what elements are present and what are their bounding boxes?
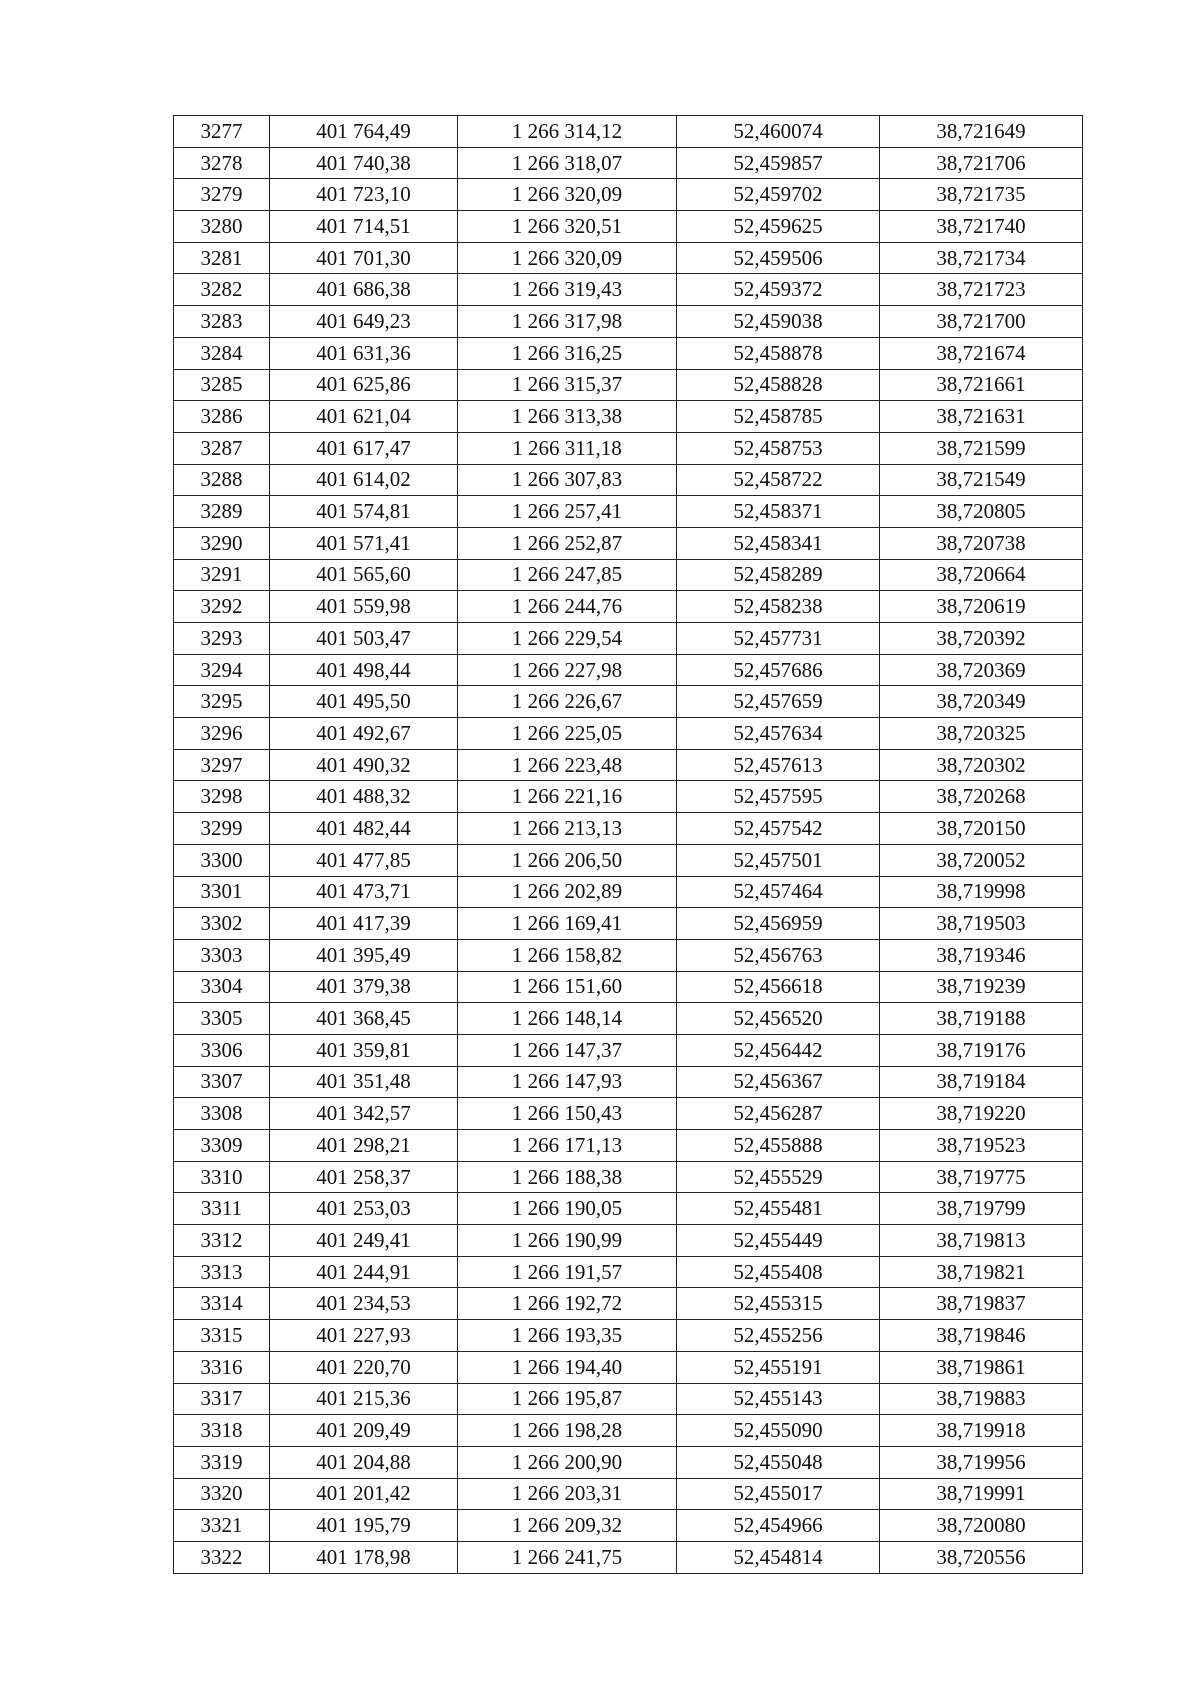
point-number-cell: 3318	[174, 1415, 270, 1447]
point-number-cell: 3314	[174, 1288, 270, 1320]
point-number-cell: 3277	[174, 116, 270, 148]
y-coordinate-cell: 1 266 221,16	[458, 781, 677, 813]
point-number-cell: 3306	[174, 1034, 270, 1066]
point-number-cell: 3299	[174, 813, 270, 845]
longitude-cell: 38,719184	[880, 1066, 1083, 1098]
y-coordinate-cell: 1 266 148,14	[458, 1003, 677, 1035]
table-row	[174, 496, 1083, 528]
longitude-cell: 38,721734	[880, 242, 1083, 274]
point-number-cell: 3320	[174, 1478, 270, 1510]
x-coordinate-cell: 401 714,51	[270, 211, 458, 243]
y-coordinate-cell: 1 266 244,76	[458, 591, 677, 623]
table-row	[174, 527, 1083, 559]
longitude-cell: 38,721723	[880, 274, 1083, 306]
longitude-cell: 38,719883	[880, 1383, 1083, 1415]
longitude-cell: 38,720619	[880, 591, 1083, 623]
y-coordinate-cell: 1 266 200,90	[458, 1446, 677, 1478]
x-coordinate-cell: 401 258,37	[270, 1161, 458, 1193]
y-coordinate-cell: 1 266 223,48	[458, 749, 677, 781]
table-row	[174, 1478, 1083, 1510]
latitude-cell: 52,458722	[677, 464, 880, 496]
longitude-cell: 38,719346	[880, 939, 1083, 971]
latitude-cell: 52,456959	[677, 908, 880, 940]
table-row	[174, 591, 1083, 623]
longitude-cell: 38,721700	[880, 306, 1083, 338]
y-coordinate-cell: 1 266 257,41	[458, 496, 677, 528]
longitude-cell: 38,719918	[880, 1415, 1083, 1447]
table-row	[174, 1003, 1083, 1035]
table-row	[174, 1415, 1083, 1447]
latitude-cell: 52,459372	[677, 274, 880, 306]
y-coordinate-cell: 1 266 311,18	[458, 432, 677, 464]
latitude-cell: 52,458238	[677, 591, 880, 623]
y-coordinate-cell: 1 266 206,50	[458, 844, 677, 876]
x-coordinate-cell: 401 417,39	[270, 908, 458, 940]
y-coordinate-cell: 1 266 313,38	[458, 401, 677, 433]
x-coordinate-cell: 401 215,36	[270, 1383, 458, 1415]
x-coordinate-cell: 401 368,45	[270, 1003, 458, 1035]
latitude-cell: 52,455315	[677, 1288, 880, 1320]
table-row	[174, 1130, 1083, 1162]
x-coordinate-cell: 401 571,41	[270, 527, 458, 559]
latitude-cell: 52,455191	[677, 1351, 880, 1383]
point-number-cell: 3302	[174, 908, 270, 940]
point-number-cell: 3283	[174, 306, 270, 338]
point-number-cell: 3281	[174, 242, 270, 274]
longitude-cell: 38,720805	[880, 496, 1083, 528]
table-row	[174, 623, 1083, 655]
point-number-cell: 3285	[174, 369, 270, 401]
longitude-cell: 38,720369	[880, 654, 1083, 686]
longitude-cell: 38,720268	[880, 781, 1083, 813]
table-row	[174, 401, 1083, 433]
latitude-cell: 52,456287	[677, 1098, 880, 1130]
point-number-cell: 3308	[174, 1098, 270, 1130]
x-coordinate-cell: 401 617,47	[270, 432, 458, 464]
point-number-cell: 3282	[174, 274, 270, 306]
longitude-cell: 38,719837	[880, 1288, 1083, 1320]
x-coordinate-cell: 401 351,48	[270, 1066, 458, 1098]
latitude-cell: 52,457731	[677, 623, 880, 655]
x-coordinate-cell: 401 686,38	[270, 274, 458, 306]
x-coordinate-cell: 401 503,47	[270, 623, 458, 655]
latitude-cell: 52,454814	[677, 1541, 880, 1573]
x-coordinate-cell: 401 625,86	[270, 369, 458, 401]
point-number-cell: 3279	[174, 179, 270, 211]
latitude-cell: 52,456618	[677, 971, 880, 1003]
latitude-cell: 52,459857	[677, 147, 880, 179]
latitude-cell: 52,459506	[677, 242, 880, 274]
x-coordinate-cell: 401 574,81	[270, 496, 458, 528]
table-row	[174, 844, 1083, 876]
longitude-cell: 38,721631	[880, 401, 1083, 433]
latitude-cell: 52,459038	[677, 306, 880, 338]
point-number-cell: 3292	[174, 591, 270, 623]
x-coordinate-cell: 401 701,30	[270, 242, 458, 274]
latitude-cell: 52,455888	[677, 1130, 880, 1162]
table-row	[174, 971, 1083, 1003]
point-number-cell: 3307	[174, 1066, 270, 1098]
table-row	[174, 116, 1083, 148]
table-row	[174, 559, 1083, 591]
point-number-cell: 3313	[174, 1256, 270, 1288]
latitude-cell: 52,455408	[677, 1256, 880, 1288]
latitude-cell: 52,458878	[677, 337, 880, 369]
latitude-cell: 52,458753	[677, 432, 880, 464]
point-number-cell: 3284	[174, 337, 270, 369]
x-coordinate-cell: 401 195,79	[270, 1510, 458, 1542]
point-number-cell: 3278	[174, 147, 270, 179]
y-coordinate-cell: 1 266 315,37	[458, 369, 677, 401]
point-number-cell: 3291	[174, 559, 270, 591]
y-coordinate-cell: 1 266 171,13	[458, 1130, 677, 1162]
table-row	[174, 1193, 1083, 1225]
longitude-cell: 38,719799	[880, 1193, 1083, 1225]
y-coordinate-cell: 1 266 188,38	[458, 1161, 677, 1193]
table-row	[174, 337, 1083, 369]
x-coordinate-cell: 401 621,04	[270, 401, 458, 433]
point-number-cell: 3297	[174, 749, 270, 781]
table-row	[174, 908, 1083, 940]
x-coordinate-cell: 401 614,02	[270, 464, 458, 496]
y-coordinate-cell: 1 266 229,54	[458, 623, 677, 655]
y-coordinate-cell: 1 266 317,98	[458, 306, 677, 338]
table-row	[174, 179, 1083, 211]
longitude-cell: 38,721674	[880, 337, 1083, 369]
x-coordinate-cell: 401 204,88	[270, 1446, 458, 1478]
point-number-cell: 3316	[174, 1351, 270, 1383]
x-coordinate-cell: 401 492,67	[270, 718, 458, 750]
latitude-cell: 52,457659	[677, 686, 880, 718]
latitude-cell: 52,457595	[677, 781, 880, 813]
table-row	[174, 1288, 1083, 1320]
table-row	[174, 1541, 1083, 1573]
longitude-cell: 38,720150	[880, 813, 1083, 845]
table-row	[174, 274, 1083, 306]
latitude-cell: 52,456442	[677, 1034, 880, 1066]
latitude-cell: 52,457634	[677, 718, 880, 750]
longitude-cell: 38,719998	[880, 876, 1083, 908]
y-coordinate-cell: 1 266 320,51	[458, 211, 677, 243]
x-coordinate-cell: 401 178,98	[270, 1541, 458, 1573]
latitude-cell: 52,458785	[677, 401, 880, 433]
table-row	[174, 369, 1083, 401]
latitude-cell: 52,458371	[677, 496, 880, 528]
x-coordinate-cell: 401 649,23	[270, 306, 458, 338]
longitude-cell: 38,721599	[880, 432, 1083, 464]
x-coordinate-cell: 401 490,32	[270, 749, 458, 781]
longitude-cell: 38,720738	[880, 527, 1083, 559]
longitude-cell: 38,720325	[880, 718, 1083, 750]
point-number-cell: 3311	[174, 1193, 270, 1225]
latitude-cell: 52,455048	[677, 1446, 880, 1478]
x-coordinate-cell: 401 253,03	[270, 1193, 458, 1225]
point-number-cell: 3321	[174, 1510, 270, 1542]
latitude-cell: 52,457613	[677, 749, 880, 781]
latitude-cell: 52,457464	[677, 876, 880, 908]
x-coordinate-cell: 401 488,32	[270, 781, 458, 813]
y-coordinate-cell: 1 266 193,35	[458, 1320, 677, 1352]
longitude-cell: 38,721549	[880, 464, 1083, 496]
table-row	[174, 654, 1083, 686]
table-row	[174, 1383, 1083, 1415]
x-coordinate-cell: 401 723,10	[270, 179, 458, 211]
longitude-cell: 38,719991	[880, 1478, 1083, 1510]
longitude-cell: 38,720080	[880, 1510, 1083, 1542]
x-coordinate-cell: 401 209,49	[270, 1415, 458, 1447]
table-row	[174, 1256, 1083, 1288]
y-coordinate-cell: 1 266 252,87	[458, 527, 677, 559]
latitude-cell: 52,455090	[677, 1415, 880, 1447]
x-coordinate-cell: 401 201,42	[270, 1478, 458, 1510]
table-row	[174, 1098, 1083, 1130]
longitude-cell: 38,719775	[880, 1161, 1083, 1193]
point-number-cell: 3290	[174, 527, 270, 559]
y-coordinate-cell: 1 266 150,43	[458, 1098, 677, 1130]
y-coordinate-cell: 1 266 241,75	[458, 1541, 677, 1573]
latitude-cell: 52,458828	[677, 369, 880, 401]
longitude-cell: 38,720052	[880, 844, 1083, 876]
y-coordinate-cell: 1 266 320,09	[458, 242, 677, 274]
point-number-cell: 3310	[174, 1161, 270, 1193]
latitude-cell: 52,459625	[677, 211, 880, 243]
x-coordinate-cell: 401 565,60	[270, 559, 458, 591]
latitude-cell: 52,457686	[677, 654, 880, 686]
longitude-cell: 38,720349	[880, 686, 1083, 718]
latitude-cell: 52,458341	[677, 527, 880, 559]
point-number-cell: 3294	[174, 654, 270, 686]
table-row	[174, 1066, 1083, 1098]
table-row	[174, 1320, 1083, 1352]
longitude-cell: 38,719176	[880, 1034, 1083, 1066]
x-coordinate-cell: 401 234,53	[270, 1288, 458, 1320]
table-row	[174, 1446, 1083, 1478]
y-coordinate-cell: 1 266 226,67	[458, 686, 677, 718]
table-row	[174, 718, 1083, 750]
y-coordinate-cell: 1 266 213,13	[458, 813, 677, 845]
table-row	[174, 211, 1083, 243]
y-coordinate-cell: 1 266 190,05	[458, 1193, 677, 1225]
y-coordinate-cell: 1 266 194,40	[458, 1351, 677, 1383]
x-coordinate-cell: 401 740,38	[270, 147, 458, 179]
latitude-cell: 52,456367	[677, 1066, 880, 1098]
table-row	[174, 749, 1083, 781]
coordinates-table-body	[174, 116, 1083, 1574]
x-coordinate-cell: 401 249,41	[270, 1225, 458, 1257]
table-row	[174, 242, 1083, 274]
y-coordinate-cell: 1 266 209,32	[458, 1510, 677, 1542]
longitude-cell: 38,721706	[880, 147, 1083, 179]
y-coordinate-cell: 1 266 198,28	[458, 1415, 677, 1447]
longitude-cell: 38,719813	[880, 1225, 1083, 1257]
table-row	[174, 686, 1083, 718]
table-row	[174, 1034, 1083, 1066]
table-row	[174, 306, 1083, 338]
x-coordinate-cell: 401 495,50	[270, 686, 458, 718]
longitude-cell: 38,721735	[880, 179, 1083, 211]
latitude-cell: 52,455529	[677, 1161, 880, 1193]
longitude-cell: 38,719861	[880, 1351, 1083, 1383]
x-coordinate-cell: 401 477,85	[270, 844, 458, 876]
x-coordinate-cell: 401 298,21	[270, 1130, 458, 1162]
y-coordinate-cell: 1 266 202,89	[458, 876, 677, 908]
table-row	[174, 147, 1083, 179]
x-coordinate-cell: 401 498,44	[270, 654, 458, 686]
longitude-cell: 38,719239	[880, 971, 1083, 1003]
longitude-cell: 38,719956	[880, 1446, 1083, 1478]
longitude-cell: 38,720556	[880, 1541, 1083, 1573]
y-coordinate-cell: 1 266 314,12	[458, 116, 677, 148]
y-coordinate-cell: 1 266 195,87	[458, 1383, 677, 1415]
x-coordinate-cell: 401 764,49	[270, 116, 458, 148]
table-row	[174, 464, 1083, 496]
point-number-cell: 3280	[174, 211, 270, 243]
longitude-cell: 38,719188	[880, 1003, 1083, 1035]
point-number-cell: 3322	[174, 1541, 270, 1573]
latitude-cell: 52,455017	[677, 1478, 880, 1510]
point-number-cell: 3287	[174, 432, 270, 464]
table-row	[174, 432, 1083, 464]
latitude-cell: 52,457542	[677, 813, 880, 845]
latitude-cell: 52,455143	[677, 1383, 880, 1415]
latitude-cell: 52,455256	[677, 1320, 880, 1352]
latitude-cell: 52,456763	[677, 939, 880, 971]
point-number-cell: 3289	[174, 496, 270, 528]
latitude-cell: 52,454966	[677, 1510, 880, 1542]
x-coordinate-cell: 401 473,71	[270, 876, 458, 908]
x-coordinate-cell: 401 395,49	[270, 939, 458, 971]
point-number-cell: 3296	[174, 718, 270, 750]
table-row	[174, 1161, 1083, 1193]
y-coordinate-cell: 1 266 203,31	[458, 1478, 677, 1510]
point-number-cell: 3305	[174, 1003, 270, 1035]
table-row	[174, 876, 1083, 908]
longitude-cell: 38,720664	[880, 559, 1083, 591]
point-number-cell: 3319	[174, 1446, 270, 1478]
point-number-cell: 3312	[174, 1225, 270, 1257]
longitude-cell: 38,719503	[880, 908, 1083, 940]
y-coordinate-cell: 1 266 227,98	[458, 654, 677, 686]
y-coordinate-cell: 1 266 192,72	[458, 1288, 677, 1320]
longitude-cell: 38,720392	[880, 623, 1083, 655]
x-coordinate-cell: 401 379,38	[270, 971, 458, 1003]
y-coordinate-cell: 1 266 147,37	[458, 1034, 677, 1066]
point-number-cell: 3317	[174, 1383, 270, 1415]
longitude-cell: 38,721649	[880, 116, 1083, 148]
x-coordinate-cell: 401 244,91	[270, 1256, 458, 1288]
latitude-cell: 52,459702	[677, 179, 880, 211]
x-coordinate-cell: 401 227,93	[270, 1320, 458, 1352]
point-number-cell: 3286	[174, 401, 270, 433]
point-number-cell: 3304	[174, 971, 270, 1003]
x-coordinate-cell: 401 342,57	[270, 1098, 458, 1130]
y-coordinate-cell: 1 266 319,43	[458, 274, 677, 306]
latitude-cell: 52,460074	[677, 116, 880, 148]
point-number-cell: 3301	[174, 876, 270, 908]
y-coordinate-cell: 1 266 225,05	[458, 718, 677, 750]
latitude-cell: 52,458289	[677, 559, 880, 591]
y-coordinate-cell: 1 266 147,93	[458, 1066, 677, 1098]
longitude-cell: 38,719846	[880, 1320, 1083, 1352]
y-coordinate-cell: 1 266 158,82	[458, 939, 677, 971]
y-coordinate-cell: 1 266 151,60	[458, 971, 677, 1003]
y-coordinate-cell: 1 266 307,83	[458, 464, 677, 496]
x-coordinate-cell: 401 559,98	[270, 591, 458, 623]
x-coordinate-cell: 401 482,44	[270, 813, 458, 845]
point-number-cell: 3293	[174, 623, 270, 655]
latitude-cell: 52,456520	[677, 1003, 880, 1035]
y-coordinate-cell: 1 266 190,99	[458, 1225, 677, 1257]
y-coordinate-cell: 1 266 316,25	[458, 337, 677, 369]
point-number-cell: 3300	[174, 844, 270, 876]
table-row	[174, 1225, 1083, 1257]
y-coordinate-cell: 1 266 318,07	[458, 147, 677, 179]
point-number-cell: 3298	[174, 781, 270, 813]
point-number-cell: 3309	[174, 1130, 270, 1162]
table-row	[174, 1510, 1083, 1542]
coordinates-table	[173, 115, 1083, 1574]
y-coordinate-cell: 1 266 320,09	[458, 179, 677, 211]
table-row	[174, 781, 1083, 813]
y-coordinate-cell: 1 266 247,85	[458, 559, 677, 591]
longitude-cell: 38,721740	[880, 211, 1083, 243]
longitude-cell: 38,721661	[880, 369, 1083, 401]
x-coordinate-cell: 401 220,70	[270, 1351, 458, 1383]
longitude-cell: 38,719523	[880, 1130, 1083, 1162]
x-coordinate-cell: 401 359,81	[270, 1034, 458, 1066]
x-coordinate-cell: 401 631,36	[270, 337, 458, 369]
point-number-cell: 3315	[174, 1320, 270, 1352]
longitude-cell: 38,720302	[880, 749, 1083, 781]
y-coordinate-cell: 1 266 191,57	[458, 1256, 677, 1288]
latitude-cell: 52,455449	[677, 1225, 880, 1257]
longitude-cell: 38,719821	[880, 1256, 1083, 1288]
table-row	[174, 1351, 1083, 1383]
point-number-cell: 3295	[174, 686, 270, 718]
latitude-cell: 52,457501	[677, 844, 880, 876]
latitude-cell: 52,455481	[677, 1193, 880, 1225]
table-row	[174, 813, 1083, 845]
table-row	[174, 939, 1083, 971]
point-number-cell: 3303	[174, 939, 270, 971]
point-number-cell: 3288	[174, 464, 270, 496]
y-coordinate-cell: 1 266 169,41	[458, 908, 677, 940]
longitude-cell: 38,719220	[880, 1098, 1083, 1130]
